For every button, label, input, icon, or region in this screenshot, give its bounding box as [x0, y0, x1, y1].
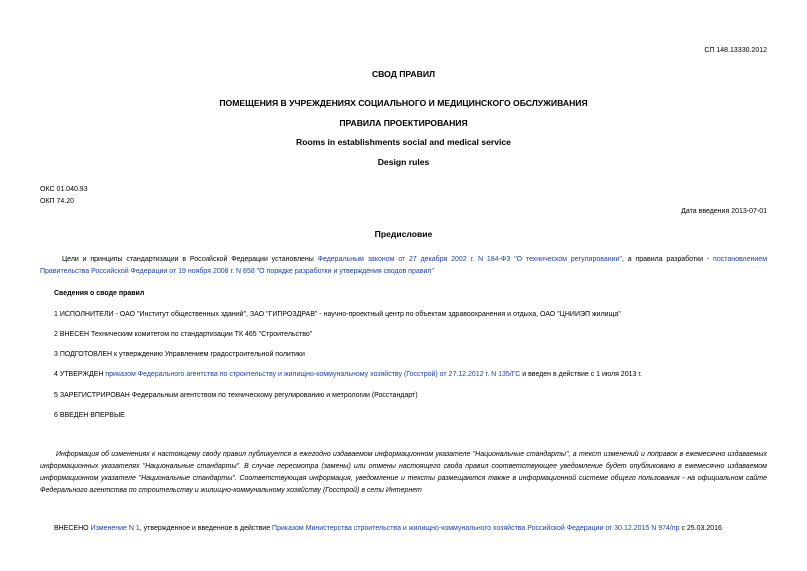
amendment-prefix: ВНЕСЕНО	[54, 525, 91, 532]
amendment-middle: , утвержденное и введенное в действие	[139, 525, 273, 532]
document-code: СП 148.13330.2012	[704, 47, 767, 54]
preface-intro-paragraph	[40, 254, 767, 278]
info-item-introduced: 6 ВВЕДЕН ВПЕРВЫЕ	[54, 412, 125, 419]
info-item-approved	[54, 371, 642, 380]
introduction-date: Дата введения 2013-07-01	[681, 208, 767, 215]
government-decree-link[interactable]: постановлением Правительства Российской Федерации от 19 ноября 2008 г. N 858 "О порядке разработки и утверждения сводов правил"	[40, 256, 768, 275]
intro-text-2: , а правила разработки -	[621, 256, 714, 263]
info-item-executors: 1 ИСПОЛНИТЕЛИ - ОАО "Институт общественных зданий", ЗАО "ГИПРОЗДРАВ" - научно-проектный центр по объектам здравоохранения и отдыха, ОАО "ЦНИИЭП жилища"	[54, 311, 621, 318]
document-subtitle-en: Design rules	[377, 157, 430, 167]
document-title-en: Rooms in establishments social and medical service	[296, 137, 511, 147]
oks-code: ОКС 01.040.93	[40, 186, 88, 193]
intro-text-1: Цели и принципы стандартизации в Российской Федерации установлены	[62, 256, 318, 263]
ministry-order-link[interactable]: Приказом Министерства строительства и жилищно-коммунального хозяйства Российской Федерации от 30.12.2015 N 974/пр	[272, 525, 680, 532]
preface-heading: Предисловие	[374, 229, 433, 239]
info-item-submitted: 2 ВНЕСЕН Техническим комитетом по стандартизации ТК 465 "Строительство"	[54, 331, 313, 338]
info-item-prepared: 3 ПОДГОТОВЛЕН к утверждению Управлением градостроительной политики	[54, 351, 305, 358]
approved-prefix: 4 УТВЕРЖДЕН	[54, 371, 106, 378]
amendments-notice: Информация об изменениях к настоящему своду правил публикуется в ежегодно издаваемом информационном указателе "Национальные стандарты", а текст изменений и поправок в ежемесячно издаваемых информационных указателях "Национальные стандарты". В случае пересмотра (замены) или отмены настоящего свода правил соответствующее уведомление будет опубликовано в ежемесячно издаваемом информационном указателе "Национальные стандарты". Соответствующая информация, уведомление и тексты размещаются также в информационной системе общего пользования - на официальном сайте Федерального агентства по строительству и жилищно-коммунальному хозяйству (Госстрой) в сети Интернет	[40, 451, 767, 494]
gosstroy-order-link[interactable]: приказом Федерального агентства по строительству и жилищно-коммунальному хозяйству (Госстрой) от 27.12.2012 г. N 135/ГС	[105, 371, 521, 378]
document-subtitle-ru: ПРАВИЛА ПРОЕКТИРОВАНИЯ	[339, 118, 468, 128]
amendment-line	[54, 525, 722, 534]
info-heading: Сведения о своде правил	[54, 290, 145, 297]
document-title-ru: ПОМЕЩЕНИЯ В УЧРЕЖДЕНИЯХ СОЦИАЛЬНОГО И МЕДИЦИНСКОГО ОБСЛУЖИВАНИЯ	[219, 98, 588, 108]
code-of-rules-heading: СВОД ПРАВИЛ	[371, 69, 436, 79]
okp-code: ОКП 74.20	[40, 198, 75, 205]
amendment-1-link[interactable]: Изменение N 1	[90, 525, 140, 532]
federal-law-link[interactable]: Федеральным законом от 27 декабря 2002 г. N 184-ФЗ "О техническом регулировании"	[317, 256, 622, 263]
amendment-suffix: с 25.03.2016	[679, 525, 722, 532]
info-item-registered: 5 ЗАРЕГИСТРИРОВАН Федеральным агентством по техническому регулированию и метрологии (Росстандарт)	[54, 392, 418, 399]
approved-suffix: и введен в действие с 1 июля 2013 г.	[520, 371, 642, 378]
